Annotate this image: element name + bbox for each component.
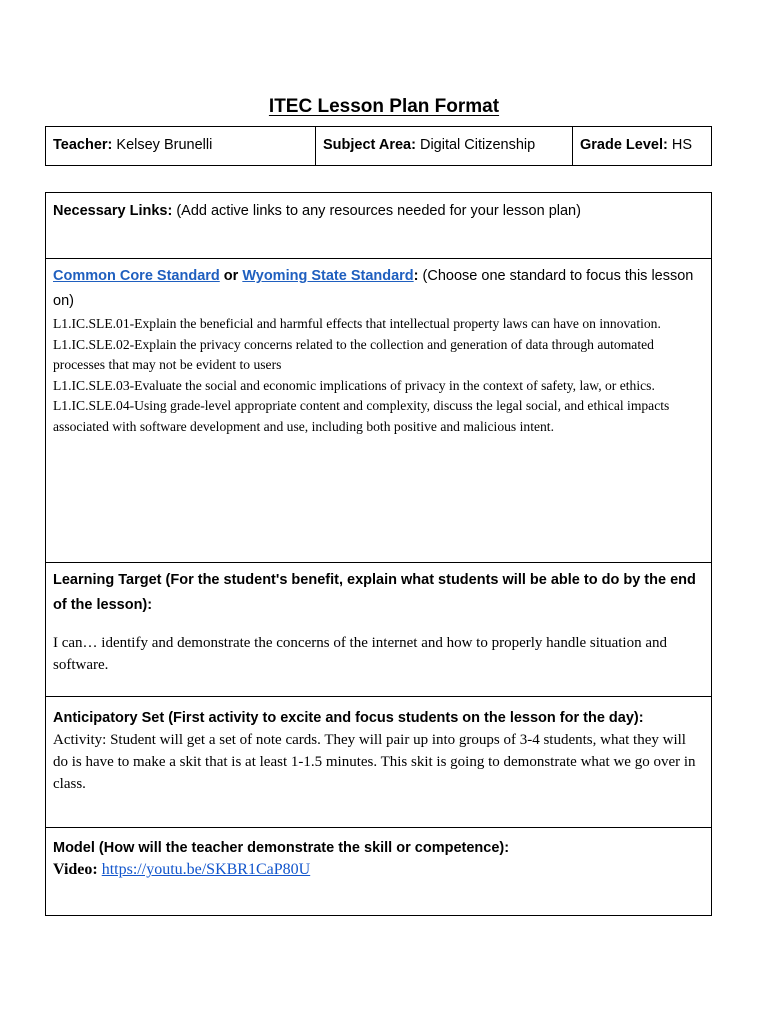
standard-item: L1.IC.SLE.03-Evaluate the social and economic implications of privacy in the context of safety, law, or ethics. [53, 377, 655, 393]
necessary-links-section [46, 193, 711, 259]
standard-colon: : [413, 268, 419, 284]
standards-list [53, 314, 704, 437]
model-description: (How will the teacher demonstrate the skill or competence): [98, 840, 510, 856]
anticipatory-set-section [46, 697, 711, 828]
anticipatory-set-description: (First activity to excite and focus students on the lesson for the day): [168, 710, 644, 726]
teacher-value: Kelsey Brunelli [116, 137, 213, 153]
grade-label: Grade Level: [580, 137, 668, 153]
wyoming-state-standard-link[interactable]: Wyoming State Standard [242, 268, 414, 284]
learning-target-label: Learning Target [53, 572, 162, 588]
standard-section [46, 259, 711, 563]
standard-item: L1.IC.SLE.02-Explain the privacy concerns related to the collection and generation of data through automated processes that may not be evident to users [53, 336, 654, 372]
standard-item: L1.IC.SLE.04-Using grade-level appropriate content and complexity, discuss the legal social, and ethical impacts associated with software development and use, including both positive and malicious intent. [53, 398, 670, 434]
document-title: ITEC Lesson Plan Format [268, 96, 500, 117]
info-table [45, 126, 712, 166]
learning-target-description: (For the student's benefit, explain what students will be able to do by the end of the lesson): [53, 572, 696, 613]
grade-cell [573, 127, 711, 165]
learning-target-section [46, 563, 711, 697]
anticipatory-set-content: Activity: Student will get a set of note cards. They will pair up into groups of 3-4 students, what they will do is have to make a skit that is at least 1-1.5 minutes. This skit is going to demonstrate what we go over in class. [53, 732, 696, 792]
teacher-label: Teacher: [53, 137, 113, 153]
teacher-cell [46, 127, 316, 165]
standard-description: (Choose one standard to focus this lesson on) [53, 268, 694, 309]
video-link[interactable]: https://youtu.be/SKBR1CaP80U [101, 861, 311, 878]
necessary-links-label: Necessary Links: [53, 203, 173, 219]
necessary-links-description: (Add active links to any resources needed for your lesson plan) [176, 203, 581, 219]
subject-label: Subject Area: [323, 137, 416, 153]
lesson-plan-table [45, 192, 712, 916]
learning-target-content: I can… identify and demonstrate the concerns of the internet and how to properly handle situation and software. [53, 635, 667, 673]
or-text: or [223, 268, 239, 284]
anticipatory-set-label: Anticipatory Set [53, 710, 165, 726]
model-label: Model [53, 840, 95, 856]
common-core-standard-link[interactable]: Common Core Standard [53, 268, 220, 284]
subject-cell [316, 127, 573, 165]
video-label: Video: [53, 861, 98, 878]
model-section [46, 828, 711, 915]
subject-value: Digital Citizenship [419, 137, 536, 153]
grade-value: HS [671, 137, 693, 153]
standard-item: L1.IC.SLE.01-Explain the beneficial and harmful effects that intellectual property laws can have on innovation. [53, 316, 661, 331]
